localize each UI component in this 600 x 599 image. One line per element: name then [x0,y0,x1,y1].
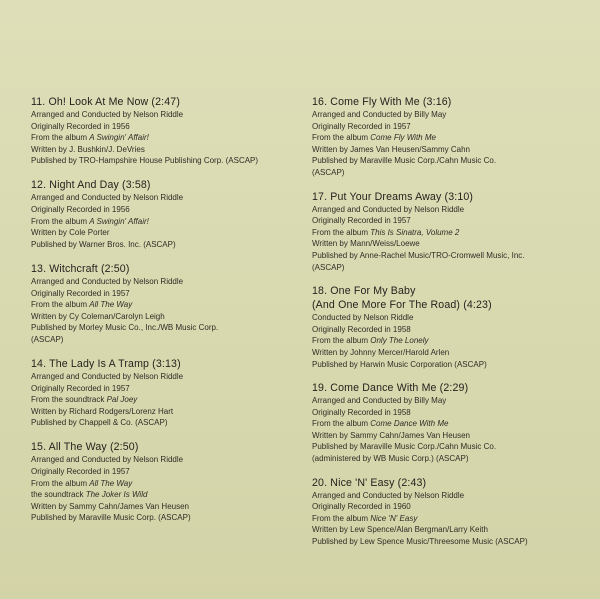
credit-line: Originally Recorded in 1956 [31,205,130,215]
credit-line: Originally Recorded in 1957 [312,216,411,226]
credit-line: Originally Recorded in 1960 [312,502,411,512]
credit-line: Arranged and Conducted by Nelson Riddle [31,372,184,381]
album-title: All The Way [89,478,133,488]
credit-line: Published by Maraville Music Corp./Cahn Music Co. [312,156,497,166]
credit-line: Published by Harwin Music Corporation (ASCAP) [312,359,487,369]
credit-line: Originally Recorded in 1957 [312,121,411,131]
credit-line [31,394,293,406]
credit-line: Arranged and Conducted by Nelson Riddle [31,276,184,286]
credit-line: Written by J. Bushkin/J. DeVries [31,144,145,154]
credit-line [312,335,590,347]
credit-line [31,299,293,311]
credit-line [312,132,590,144]
track-credit [31,95,293,167]
credit-line: Written by Sammy Cahn/James Van Heusen [31,501,189,511]
credit-line [312,227,590,239]
credit-line: Written by Sammy Cahn/James Van Heusen [312,430,470,440]
track-title: 17. Put Your Dreams Away (3:10) [312,190,474,203]
credit-line: Written by Mann/Weiss/Loewe [312,239,420,249]
credit-line: Published by Lew Spence Music/Threesome Music (ASCAP) [312,537,528,547]
album-title: Pal Joey [106,395,138,405]
credit-line: Arranged and Conducted by Nelson Riddle [312,490,465,500]
track-title: 13. Witchcraft (2:50) [31,262,130,275]
track-credit [312,284,590,370]
track-credit [31,357,293,429]
credit-line: Published by Morley Music Co., Inc./WB Music Corp. [31,323,219,333]
credit-line: Written by Cy Coleman/Carolyn Leigh [31,311,165,321]
credit-prefix: From the album [31,478,90,488]
album-title: Come Dance With Me [370,419,449,429]
credit-line: Published by Anne-Rachel Music/TRO-Cromwell Music, Inc. [312,250,525,260]
credit-prefix: From the soundtrack [31,395,107,405]
credit-line: Written by Johnny Mercer/Harold Arlen [312,347,450,357]
credit-line: Published by Maraville Music Corp. (ASCAP) [31,513,191,523]
credit-line: Conducted by Nelson Riddle [312,313,414,323]
credit-line: Arranged and Conducted by Billy May [312,396,447,406]
credit-line: Originally Recorded in 1958 [312,324,411,334]
credit-line: (ASCAP) [31,334,64,344]
album-title: A Swingin' Affair! [89,216,149,226]
credit-line: Arranged and Conducted by Nelson Riddle [31,455,184,465]
credit-line: Originally Recorded in 1956 [31,121,130,131]
track-title: 15. All The Way (2:50) [31,441,139,454]
right-column [312,95,590,559]
credit-line [31,216,293,228]
credit-prefix: From the album [312,133,371,143]
album-title: A Swingin' Affair! [89,133,149,143]
credit-prefix: From the album [312,227,371,237]
credit-line: Written by Cole Porter [31,228,110,238]
track-credit [31,262,293,346]
album-title: Only The Lonely [370,336,429,346]
track-title: 20. Nice 'N' Easy (2:43) [312,476,427,489]
credit-line: Originally Recorded in 1958 [312,407,411,417]
track-credit [31,178,293,250]
track-credit [312,381,590,465]
credit-prefix: From the album [31,133,90,143]
credit-prefix: From the album [31,300,90,310]
credit-prefix: From the album [312,336,371,346]
credit-prefix: From the album [312,513,371,523]
album-title: All The Way [89,300,133,310]
credit-prefix: From the album [31,216,90,226]
track-credit [312,476,590,548]
album-title: Nice 'N' Easy [370,513,418,523]
credit-prefix: the soundtrack [31,490,86,500]
credit-line: (ASCAP) [312,262,345,272]
album-title: The Joker Is Wild [85,490,148,500]
credit-line [312,513,590,525]
track-title: 19. Come Dance With Me (2:29) [312,382,469,395]
credit-line: Arranged and Conducted by Billy May [312,110,447,119]
credit-line [312,418,590,430]
track-credit [312,190,590,274]
track-title: 18. One For My Baby (And One More For The Road) (4:23) [312,285,492,312]
credit-line: Originally Recorded in 1957 [31,288,130,298]
left-column [31,95,293,536]
album-title: Come Fly With Me [370,133,436,143]
credit-line: (administered by WB Music Corp.) (ASCAP) [312,454,469,464]
credit-line: Originally Recorded in 1957 [31,383,130,393]
credit-line [31,132,293,144]
album-title: This Is Sinatra, Volume 2 [370,227,460,237]
track-title: 11. Oh! Look At Me Now (2:47) [31,96,181,108]
track-title: 16. Come Fly With Me (3:16) [312,96,452,108]
track-title: 14. The Lady Is A Tramp (3:13) [31,358,181,370]
track-credit [312,95,590,179]
credit-line: Written by James Van Heusen/Sammy Cahn [312,144,470,154]
credit-prefix: From the album [312,419,371,429]
credit-line: Arranged and Conducted by Nelson Riddle [312,204,465,214]
credit-line: Originally Recorded in 1957 [31,467,130,477]
credit-line [31,489,293,501]
credit-line: Published by Warner Bros. Inc. (ASCAP) [31,239,176,249]
credit-line [31,478,293,490]
credit-line: Published by Chappell & Co. (ASCAP) [31,418,168,428]
track-title: 12. Night And Day (3:58) [31,179,151,192]
credit-line: Arranged and Conducted by Nelson Riddle [31,110,184,119]
credit-line: (ASCAP) [312,167,345,177]
credit-line: Written by Lew Spence/Alan Bergman/Larry Keith [312,525,488,535]
credit-line: Arranged and Conducted by Nelson Riddle [31,193,184,203]
track-credit [31,440,293,524]
credit-line: Published by Maraville Music Corp./Cahn Music Co. [312,442,497,452]
credit-line: Written by Richard Rodgers/Lorenz Hart [31,406,174,416]
credit-line: Published by TRO-Hampshire House Publishing Corp. (ASCAP) [31,156,259,166]
